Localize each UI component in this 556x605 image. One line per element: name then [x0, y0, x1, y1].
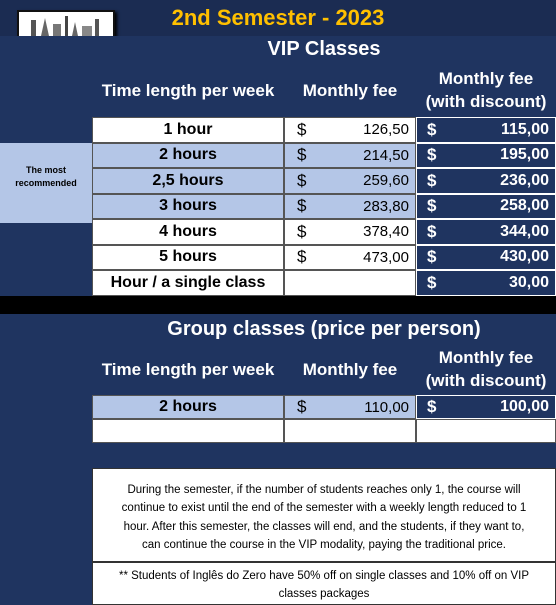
vip-fee-currency: $: [297, 145, 307, 165]
vip-discount-currency: $: [427, 272, 437, 292]
vip-fee-value: 259,60: [363, 172, 409, 190]
vip-fee-value: 283,80: [363, 197, 409, 215]
group-time-cell: 2 hours: [92, 395, 284, 419]
group-header-discount-line1: Monthly fee: [438, 348, 534, 368]
vip-fee-value: 126,50: [363, 121, 409, 139]
vip-fee-value: 214,50: [363, 146, 409, 164]
group-fee-value: 110,00: [364, 398, 409, 416]
vip-discount-currency: $: [427, 221, 437, 241]
group-discount-value: 100,00: [500, 398, 549, 415]
note-line: hour. After this semester, the classes will end, and the students, if they want to,: [123, 520, 525, 533]
vip-time-cell: 4 hours: [92, 219, 284, 245]
vip-discount-currency: $: [427, 247, 437, 267]
vip-discount-value: 258,00: [500, 197, 549, 215]
group-empty-cell: [284, 419, 416, 443]
group-discount-currency: $: [427, 397, 437, 416]
recommended-line2: recommended: [15, 177, 77, 188]
note-left-fill: [0, 468, 92, 605]
vip-fee-currency: [297, 270, 317, 296]
note-line: During the semester, if the number of students reaches only 1, the course will: [127, 484, 521, 496]
vip-time-cell: 2,5 hours: [92, 168, 284, 194]
vip-header-discount: [416, 66, 556, 116]
vip-discount-currency: $: [427, 170, 437, 190]
vip-fee-currency: $: [297, 221, 307, 241]
vip-discount-value: 30,00: [508, 273, 549, 291]
group-empty-cell: [92, 419, 284, 443]
note2-line: ** Students of Inglês do Zero have 50% off on single classes and 10% off on VIP: [118, 570, 529, 582]
page-title: 2nd Semester - 2023: [171, 5, 385, 30]
vip-discount-currency: $: [427, 196, 437, 216]
group-fee-currency: $: [297, 397, 307, 416]
vip-discount-currency: $: [427, 145, 437, 165]
vip-time-cell: 5 hours: [92, 245, 284, 271]
landmarks-logo-icon: [19, 12, 115, 38]
vip-discount-value: 430,00: [500, 248, 549, 266]
group-empty-cell: [416, 419, 556, 443]
recommended-line1: The most: [25, 165, 66, 175]
vip-time-cell: 2 hours: [92, 143, 284, 169]
group-title: Group classes (price per person): [167, 318, 481, 340]
group-header-time: Time length per week: [101, 359, 275, 379]
vip-discount-value: 195,00: [500, 146, 549, 164]
vip-discount-currency: $: [427, 119, 437, 139]
note-line: can continue the course in the VIP modality, paying the traditional price.: [142, 539, 506, 552]
group-header-fee: Monthly fee: [302, 359, 398, 379]
vip-discount-value: 344,00: [500, 222, 549, 240]
vip-header-discount-line1: Monthly fee: [438, 69, 534, 89]
vip-fee-currency: $: [297, 170, 307, 190]
recommended-label: [0, 164, 92, 189]
vip-time-cell: Hour / a single class: [92, 270, 284, 296]
vip-discount-value: 236,00: [500, 171, 549, 189]
vip-header-discount-line2: (with discount): [425, 92, 547, 111]
vip-time-cell: 3 hours: [92, 194, 284, 220]
note-semester: [96, 481, 552, 555]
vip-fee-currency: $: [297, 119, 307, 139]
group-header-discount-line2: (with discount): [425, 371, 547, 390]
vip-fee-value: 473,00: [363, 248, 409, 266]
note-discount: [96, 567, 552, 604]
vip-fee-currency: $: [297, 196, 307, 216]
group-header-discount: [416, 345, 556, 395]
vip-fee-currency: $: [297, 247, 307, 267]
vip-header-fee: Monthly fee: [302, 80, 398, 100]
vip-fee-value: [320, 270, 409, 296]
vip-title: VIP Classes: [267, 38, 381, 60]
section-separator: [0, 296, 556, 314]
vip-discount-value: 115,00: [500, 120, 549, 138]
vip-fee-value: 378,40: [363, 223, 409, 241]
vip-header-time: Time length per week: [101, 80, 275, 100]
note-line: continue to exist until the end of the semester with a weekly length reduced to 1: [121, 502, 527, 515]
vip-time-cell: 1 hour: [92, 117, 284, 143]
note2-line: classes packages: [278, 588, 370, 601]
